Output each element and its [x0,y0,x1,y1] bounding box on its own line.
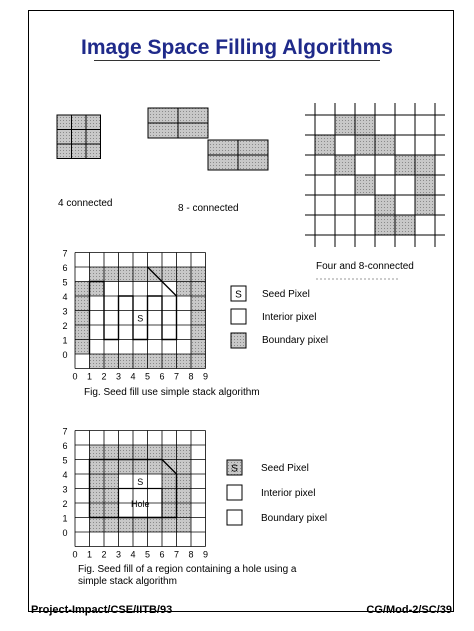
x-tick-label: 2 [101,371,107,382]
boundary-cell [148,445,163,460]
slide-title: Image Space Filling Algorithms [81,36,393,59]
checker-filled-cell [315,135,335,155]
boundary-cell [177,267,192,282]
checker-filled-cell [355,175,375,195]
legend1-seed-label: Seed Pixel [262,289,310,300]
x-tick-label: 9 [202,371,209,382]
legend2-boundary-swatch [227,510,242,525]
y-tick-label: 5 [62,455,68,466]
legend1-boundary-swatch [231,333,246,348]
legend2-interior-label: Interior pixel [261,488,316,499]
checker-filled-cell [355,115,375,135]
four-connected-cell [57,144,72,159]
x-tick-label: 9 [202,549,209,560]
checker-filled-cell [375,215,395,235]
x-tick-label: 1 [86,371,93,382]
eight-connected-cell [148,123,178,138]
seed-fill-grid-2 [62,427,208,560]
boundary-cell [104,474,119,489]
footer-slide-id: CG/Mod-2/SC/39 [366,604,452,616]
boundary-cell [177,354,192,369]
y-tick-label: 4 [62,292,68,302]
boundary-cell [177,489,192,504]
legend2-seed-label: Seed Pixel [261,463,309,474]
boundary-cell [177,445,192,460]
boundary-cell [177,503,192,518]
eight-connected-label: 8 - connected [178,203,239,214]
eight-connected-cell [178,123,208,138]
legend1-seed-symbol: S [235,289,242,301]
boundary-cell [104,445,119,460]
boundary-cell [90,445,105,460]
boundary-cell [177,282,192,297]
y-tick-label: 4 [62,470,68,480]
checker-filled-cell [355,135,375,155]
footer-project-id: Project-Impact/CSE/IITB/93 [31,604,173,616]
boundary-cell [162,267,177,282]
four-connected-cell [57,130,72,145]
boundary-cell [191,282,206,297]
boundary-cell [90,474,105,489]
x-tick-label: 2 [101,549,107,560]
legend1-interior-label: Interior pixel [262,312,317,323]
y-tick-label: 2 [62,499,68,509]
grid2-caption-line1: Fig. Seed fill of a region containing a hole using a [78,564,297,575]
checker-filled-cell [395,215,415,235]
grid2-caption-line2: simple stack algorithm [78,576,177,587]
x-tick-label: 8 [188,371,194,382]
x-tick-label: 7 [173,549,180,560]
y-tick-label: 6 [62,441,68,451]
four-connected-figure [57,115,101,159]
boundary-cell [148,460,163,475]
boundary-cell [104,518,119,533]
y-tick-label: 7 [62,426,68,437]
four-connected-cell [86,130,101,145]
boundary-cell [104,460,119,475]
eight-connected-cell [238,155,268,170]
eight-connected-cell [208,140,238,155]
boundary-cell [191,311,206,326]
eight-connected-cell [178,108,208,123]
seed-fill-grid-1 [62,249,208,382]
eight-connected-cell [238,140,268,155]
four-connected-cell [72,144,87,159]
seed-marker: S [137,313,144,324]
boundary-cell [133,518,148,533]
boundary-cell [133,267,148,282]
checker-filled-cell [415,195,435,215]
legend-2 [227,460,327,525]
checker-filled-cell [415,175,435,195]
eight-connected-cell [208,155,238,170]
x-tick-label: 3 [115,371,122,382]
grid1-caption: Fig. Seed fill use simple stack algorithm [84,387,260,398]
four-connected-cell [57,115,72,130]
four-connected-label: 4 connected [58,198,113,209]
x-tick-label: 0 [72,549,78,560]
four-connected-cell [72,130,87,145]
legend1-boundary-label: Boundary pixel [262,335,329,346]
x-tick-label: 5 [144,371,151,382]
y-tick-label: 0 [62,528,68,538]
boundary-cell [75,296,90,311]
x-tick-label: 4 [130,371,136,382]
y-tick-label: 1 [62,335,68,346]
boundary-cell [75,282,90,297]
y-tick-label: 6 [62,263,68,273]
boundary-cell [191,267,206,282]
boundary-cell [104,503,119,518]
four-and-eight-connected-label: Four and 8-connected [316,261,414,272]
four-connected-cell [86,115,101,130]
four-connected-cell [72,115,87,130]
boundary-cell [148,354,163,369]
x-tick-label: 8 [188,549,194,560]
boundary-cell [90,282,105,297]
boundary-cell [90,518,105,533]
x-tick-label: 1 [86,549,93,560]
boundary-cell [119,518,134,533]
boundary-cell [177,474,192,489]
boundary-cell [119,460,134,475]
boundary-cell [191,296,206,311]
y-tick-label: 2 [62,321,68,331]
boundary-cell [90,489,105,504]
boundary-cell [119,445,134,460]
legend-1 [231,286,328,348]
y-tick-label: 3 [62,306,68,317]
eight-connected-figure [148,108,268,170]
checker-filled-cell [415,155,435,175]
boundary-cell [162,518,177,533]
checker-filled-cell [335,115,355,135]
boundary-cell [104,354,119,369]
four-and-eight-connected-figure [305,103,445,247]
boundary-cell [75,325,90,340]
boundary-cell [119,354,134,369]
x-tick-label: 5 [144,549,151,560]
x-tick-label: 6 [159,549,165,560]
x-tick-label: 7 [173,371,180,382]
boundary-cell [75,340,90,355]
x-tick-label: 4 [130,549,136,560]
y-tick-label: 1 [62,513,68,524]
y-tick-label: 0 [62,350,68,360]
boundary-cell [191,340,206,355]
boundary-cell [75,311,90,326]
boundary-cell [90,267,105,282]
boundary-cell [162,474,177,489]
x-tick-label: 0 [72,371,78,382]
boundary-cell [148,518,163,533]
boundary-cell [90,503,105,518]
boundary-cell [104,267,119,282]
legend2-seed-symbol: S [231,463,238,475]
boundary-cell [191,325,206,340]
legend2-interior-swatch [227,485,242,500]
boundary-cell [162,503,177,518]
boundary-cell [90,354,105,369]
boundary-cell [177,460,192,475]
boundary-cell [177,518,192,533]
boundary-cell [162,445,177,460]
y-tick-label: 5 [62,277,68,288]
boundary-cell [119,267,134,282]
boundary-cell [191,354,206,369]
hole-label: Hole [130,499,150,509]
boundary-cell [90,460,105,475]
boundary-cell [133,354,148,369]
checker-filled-cell [395,155,415,175]
boundary-cell [162,354,177,369]
x-tick-label: 6 [159,371,165,382]
boundary-cell [133,460,148,475]
checker-filled-cell [335,155,355,175]
eight-connected-cell [148,108,178,123]
checker-filled-cell [375,135,395,155]
x-tick-label: 3 [115,549,122,560]
boundary-cell [162,489,177,504]
y-tick-label: 3 [62,484,68,495]
seed-marker: S [137,476,144,487]
legend2-boundary-label: Boundary pixel [261,513,328,524]
legend1-interior-swatch [231,309,246,324]
boundary-cell [133,445,148,460]
four-connected-cell [86,144,101,159]
checker-filled-cell [375,195,395,215]
y-tick-label: 7 [62,248,68,259]
boundary-cell [104,489,119,504]
